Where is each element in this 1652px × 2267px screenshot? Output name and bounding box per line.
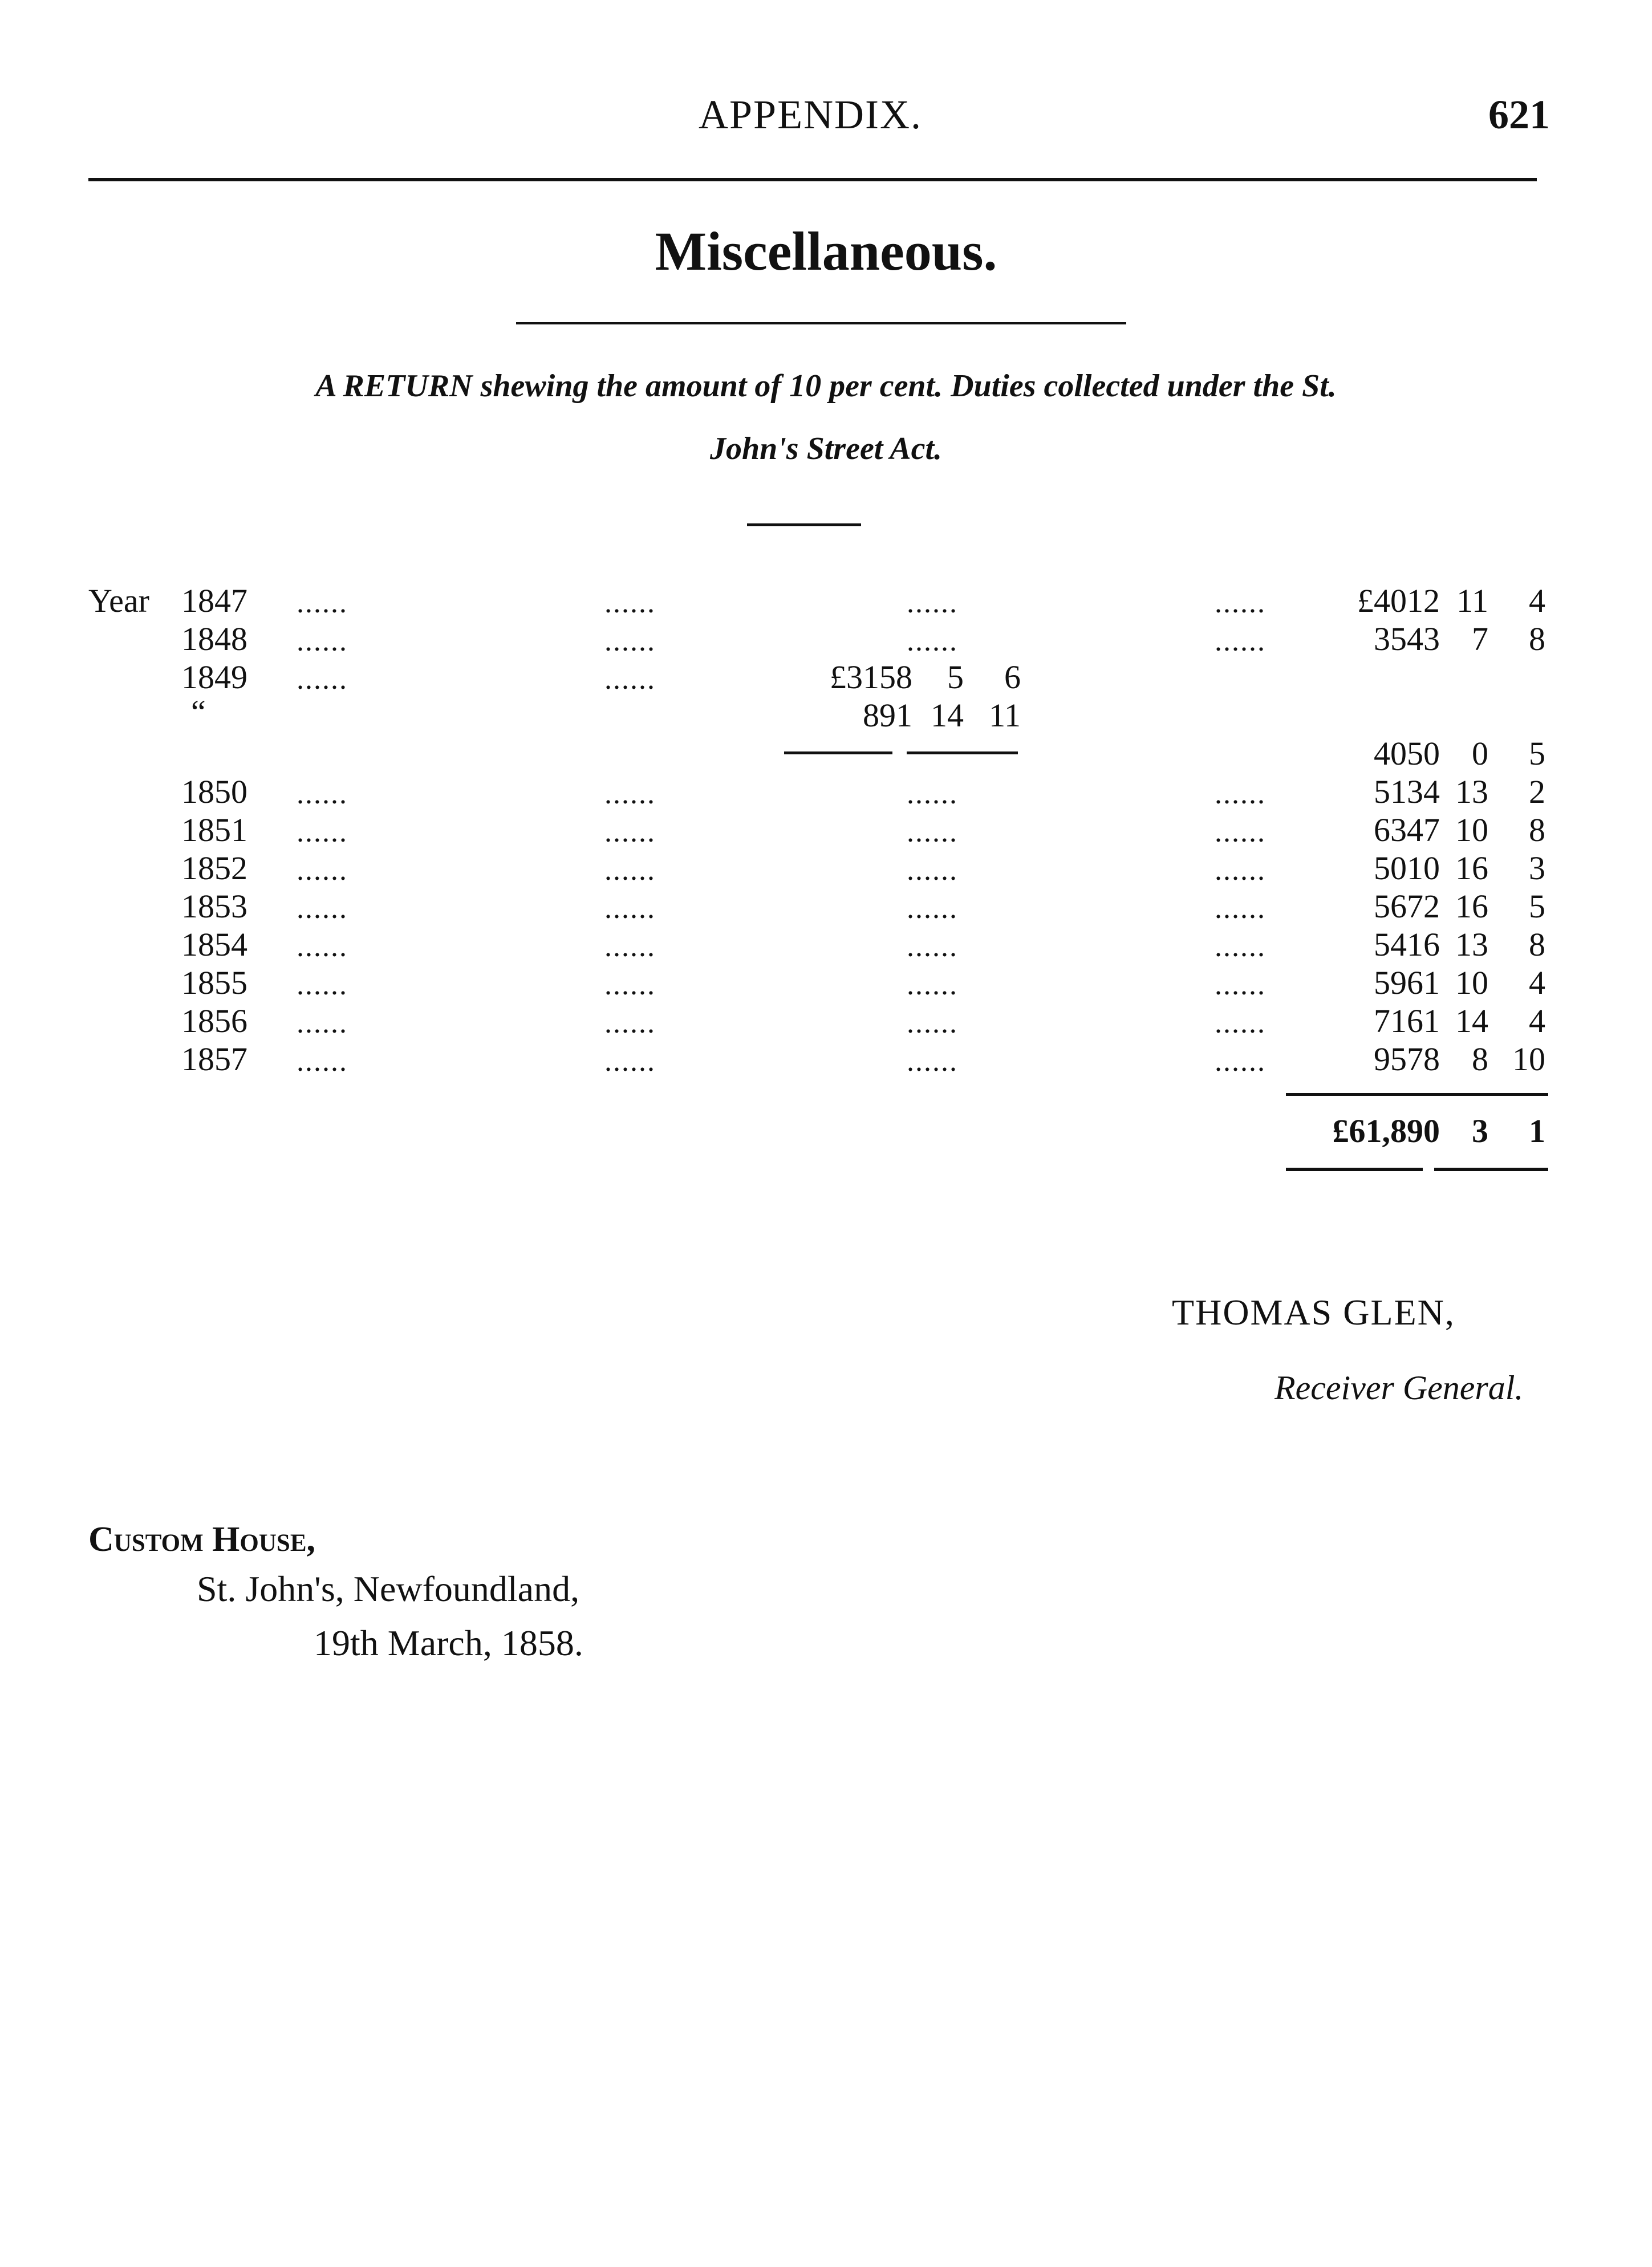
signatory-title: Receiver General. [1274,1369,1524,1407]
leader-dots: ...... [1215,931,1266,963]
leader-dots: ...... [1215,969,1266,1001]
amount-pounds: 5134 [1374,773,1440,810]
title-rule [516,322,1126,324]
leader-dots: ...... [297,816,348,848]
address-line-2: St. John's, Newfoundland, [197,1569,580,1609]
total-rule-top [1286,1093,1548,1096]
leader-dots: ...... [907,969,958,1001]
signatory-name: THOMAS GLEN, [1172,1292,1455,1332]
leader-dots: ...... [604,1045,656,1078]
year-cell: 1856 [181,1002,247,1039]
leader-dots: ...... [297,778,348,810]
amount-pounds: 5672 [1374,888,1440,925]
subtotal-rule [784,751,892,754]
amount-pence: 5 [1529,735,1545,772]
leader-dots: ...... [604,663,656,696]
amount-shillings: 13 [1455,926,1488,963]
year-cell: 1851 [181,811,247,848]
total-rule-bottom [1434,1168,1548,1171]
amount-shillings: 16 [1455,850,1488,887]
amount-pounds: 3543 [1374,620,1440,657]
amount-shillings: 10 [1455,964,1488,1001]
total-pence: 1 [1529,1112,1545,1149]
amount-pounds: 5416 [1374,926,1440,963]
address-line-3: 19th March, 1858. [314,1623,583,1663]
leader-dots: ...... [1215,1045,1266,1078]
leader-dots: ...... [297,854,348,887]
subtotal-pounds: 891 [863,697,912,734]
total-shillings: 3 [1472,1112,1488,1149]
leader-dots: ...... [297,1007,348,1039]
caption-rule [747,523,861,526]
subtotal-pence: 6 [1004,659,1021,696]
ditto-mark: “ [191,693,206,730]
amount-shillings: 16 [1455,888,1488,925]
subtotal-pence: 11 [989,697,1021,734]
amount-pounds: 4050 [1374,735,1440,772]
subtotal-shillings: 14 [931,697,964,734]
amount-pence: 5 [1529,888,1545,925]
subtotal-shillings: 5 [947,659,964,696]
header-rule [88,178,1537,181]
year-cell: 1848 [181,620,247,657]
leader-dots: ...... [1215,892,1266,925]
amount-pounds: 5010 [1374,850,1440,887]
amount-shillings: 7 [1472,620,1488,657]
leader-dots: ...... [297,969,348,1001]
leader-dots: ...... [1215,816,1266,848]
amount-pounds: 7161 [1374,1002,1440,1039]
leader-dots: ...... [907,816,958,848]
leader-dots: ...... [907,1045,958,1078]
leader-dots: ...... [297,663,348,696]
section-title: Miscellaneous. [655,221,997,282]
caption-line-2: John's Street Act. [709,431,943,466]
leader-dots: ...... [1215,1007,1266,1039]
amount-pence: 10 [1512,1041,1545,1078]
year-cell: 1852 [181,850,247,887]
year-cell: 1855 [181,964,247,1001]
year-cell: 1847 [181,582,247,619]
amount-pence: 4 [1529,1002,1545,1039]
total-rule-bottom [1286,1168,1423,1171]
leader-dots: ...... [604,931,656,963]
leader-dots: ...... [297,1045,348,1078]
amount-shillings: 10 [1455,811,1488,848]
amount-pence: 3 [1529,850,1545,887]
caption-line-1: A RETURN shewing the amount of 10 per cent. Duties collected under the St. [315,368,1337,404]
leader-dots: ...... [907,587,958,619]
leader-dots: ...... [1215,625,1266,657]
total-pounds: £61,890 [1332,1112,1440,1149]
amount-shillings: 0 [1472,735,1488,772]
amount-shillings: 11 [1456,582,1488,619]
amount-pounds: 9578 [1374,1041,1440,1078]
amount-pence: 8 [1529,926,1545,963]
amount-shillings: 14 [1455,1002,1488,1039]
leader-dots: ...... [1215,587,1266,619]
leader-dots: ...... [1215,778,1266,810]
amount-pounds: 6347 [1374,811,1440,848]
amount-pence: 8 [1529,811,1545,848]
subtotal-pounds: £3158 [830,659,912,696]
leader-dots: ...... [604,778,656,810]
leader-dots: ...... [297,587,348,619]
amount-shillings: 13 [1455,773,1488,810]
leader-dots: ...... [604,1007,656,1039]
amount-pence: 8 [1529,620,1545,657]
amount-pence: 4 [1529,582,1545,619]
year-cell: 1853 [181,888,247,925]
leader-dots: ...... [907,778,958,810]
leader-dots: ...... [907,854,958,887]
subtotal-rule [907,751,1018,754]
amount-pence: 2 [1529,773,1545,810]
amount-pounds: £4012 [1357,582,1440,619]
leader-dots: ...... [907,1007,958,1039]
amount-pence: 4 [1529,964,1545,1001]
leader-dots: ...... [604,625,656,657]
leader-dots: ...... [604,892,656,925]
leader-dots: ...... [1215,854,1266,887]
leader-dots: ...... [604,816,656,848]
page-number: 621 [1488,92,1550,137]
address-line-1: Custom House, [88,1520,315,1559]
running-head: APPENDIX. [699,92,923,137]
leader-dots: ...... [907,625,958,657]
amount-shillings: 8 [1472,1041,1488,1078]
year-cell: 1849 [181,659,247,696]
leader-dots: ...... [297,892,348,925]
leader-dots: ...... [907,931,958,963]
leader-dots: ...... [604,969,656,1001]
year-cell: 1857 [181,1041,247,1078]
year-prefix: Year [88,582,149,619]
leader-dots: ...... [604,854,656,887]
leader-dots: ...... [297,931,348,963]
leader-dots: ...... [297,625,348,657]
leader-dots: ...... [604,587,656,619]
leader-dots: ...... [907,892,958,925]
year-cell: 1850 [181,773,247,810]
year-cell: 1854 [181,926,247,963]
amount-pounds: 5961 [1374,964,1440,1001]
